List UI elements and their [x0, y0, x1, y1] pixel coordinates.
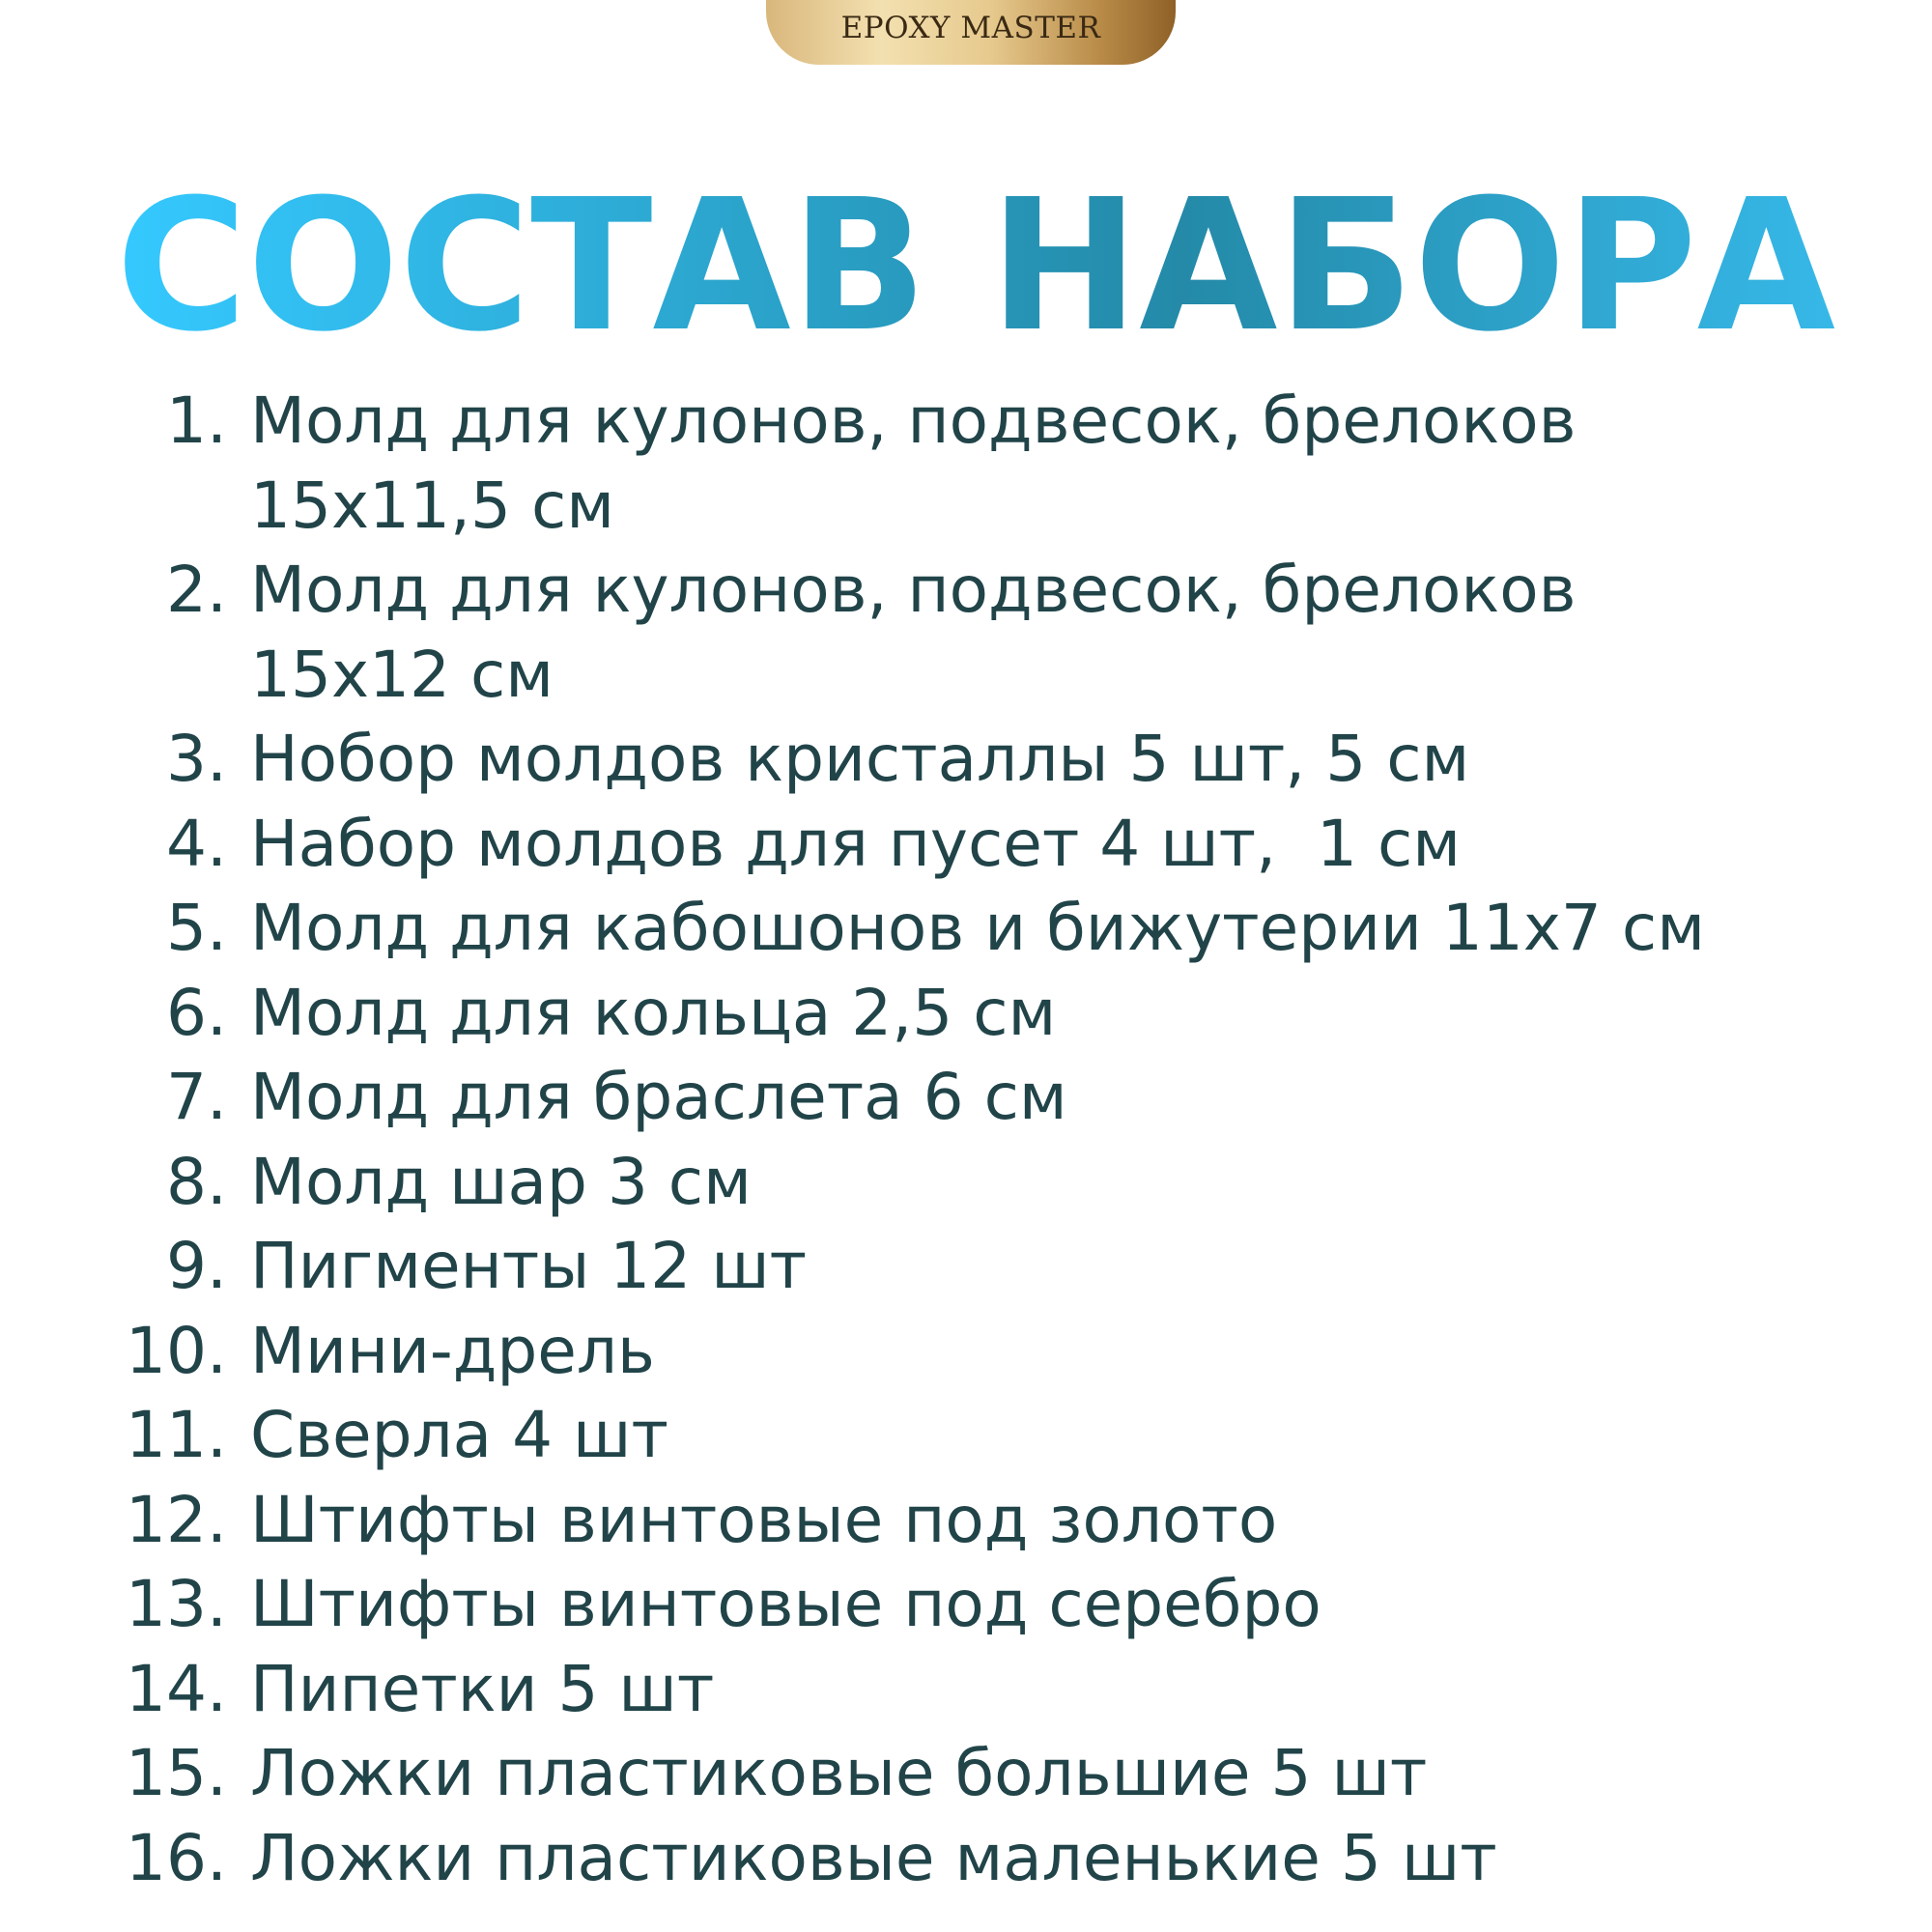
list-item — [0, 1309, 1932, 1394]
list-item — [0, 1055, 1932, 1140]
list-item-number: 11. — [126, 1398, 227, 1472]
list-item-number: 13. — [126, 1567, 227, 1641]
list-item — [0, 1140, 1932, 1225]
list-item-line: Пипетки 5 шт — [250, 1651, 715, 1726]
contents-list — [0, 379, 1932, 1900]
list-item-line: Молд для кулонов, подвесок, брелоков — [250, 384, 1577, 458]
list-item — [0, 1478, 1932, 1563]
list-item-text — [250, 548, 1892, 717]
list-item-line: Молд для кулонов, подвесок, брелоков — [250, 553, 1577, 627]
list-item — [0, 379, 1932, 548]
list-item-line: Ложки пластиковые маленькие 5 шт — [250, 1820, 1497, 1895]
list-item-number: 5. — [166, 891, 227, 965]
list-item-number: 1. — [166, 384, 227, 458]
list-item — [0, 802, 1932, 887]
list-item-number: 14. — [126, 1651, 227, 1726]
page-title: СОСТАВ НАБОРА — [116, 184, 1835, 357]
list-item-line: Молд для кольца 2,5 см — [250, 975, 1057, 1050]
list-item-line: Штифты винтовые под серебро — [250, 1567, 1321, 1641]
list-item-text — [250, 1140, 1892, 1225]
list-item-text — [250, 1393, 1892, 1478]
list-item-line: Молд шар 3 см — [250, 1144, 752, 1219]
list-item-number: 15. — [126, 1736, 227, 1810]
list-item-line: Ложки пластиковые большие 5 шт — [250, 1736, 1428, 1810]
list-item-line: Молд для браслета 6 см — [250, 1060, 1067, 1134]
list-item — [0, 886, 1932, 971]
list-item-line: Пигменты 12 шт — [250, 1229, 808, 1303]
list-item-number: 12. — [126, 1482, 227, 1557]
list-item-line: Штифты винтовые под золото — [250, 1482, 1278, 1557]
list-item-number: 8. — [166, 1144, 227, 1219]
list-item-text — [250, 802, 1892, 887]
list-item-text — [250, 886, 1892, 971]
list-item-text — [250, 1309, 1892, 1394]
list-item-line: 15x12 см — [250, 637, 554, 712]
list-item-number: 4. — [166, 806, 227, 881]
list-item-number: 9. — [166, 1229, 227, 1303]
list-item-number: 2. — [166, 553, 227, 627]
heading — [116, 184, 1835, 357]
list-item — [0, 1816, 1932, 1901]
list-item-text — [250, 1647, 1892, 1732]
list-item — [0, 717, 1932, 802]
list-item-text — [250, 1478, 1892, 1563]
brand-badge — [766, 0, 1176, 65]
list-item — [0, 1731, 1932, 1816]
list-item — [0, 1393, 1932, 1478]
list-item-text — [250, 1224, 1892, 1309]
list-item-line: Нобор молдов кристаллы 5 шт, 5 см — [250, 722, 1470, 796]
list-item — [0, 971, 1932, 1056]
list-item-text — [250, 1562, 1892, 1647]
list-item-line: Молд для кабошонов и бижутерии 11x7 см — [250, 891, 1705, 965]
list-item-number: 3. — [166, 722, 227, 796]
list-item-text — [250, 717, 1892, 802]
list-item-line: Сверла 4 шт — [250, 1398, 668, 1472]
list-item-line: Мини-дрель — [250, 1313, 655, 1388]
heading-svg — [116, 184, 1835, 357]
list-item-number: 10. — [126, 1313, 227, 1388]
list-item — [0, 1562, 1932, 1647]
list-item-number: 16. — [126, 1820, 227, 1895]
list-item-number: 6. — [166, 975, 227, 1050]
list-item-text — [250, 1731, 1892, 1816]
list-item-text — [250, 1055, 1892, 1140]
brand-label: EPOXY MASTER — [840, 11, 1101, 45]
list-item — [0, 1647, 1932, 1732]
list-item-text — [250, 971, 1892, 1056]
list-item-line: 15x11,5 см — [250, 468, 615, 543]
list-item-text — [250, 379, 1892, 548]
list-item — [0, 1224, 1932, 1309]
list-item-text — [250, 1816, 1892, 1901]
list-item-number: 7. — [166, 1060, 227, 1134]
list-item-line: Набор молдов для пусет 4 шт, 1 см — [250, 806, 1462, 881]
list-item — [0, 548, 1932, 717]
